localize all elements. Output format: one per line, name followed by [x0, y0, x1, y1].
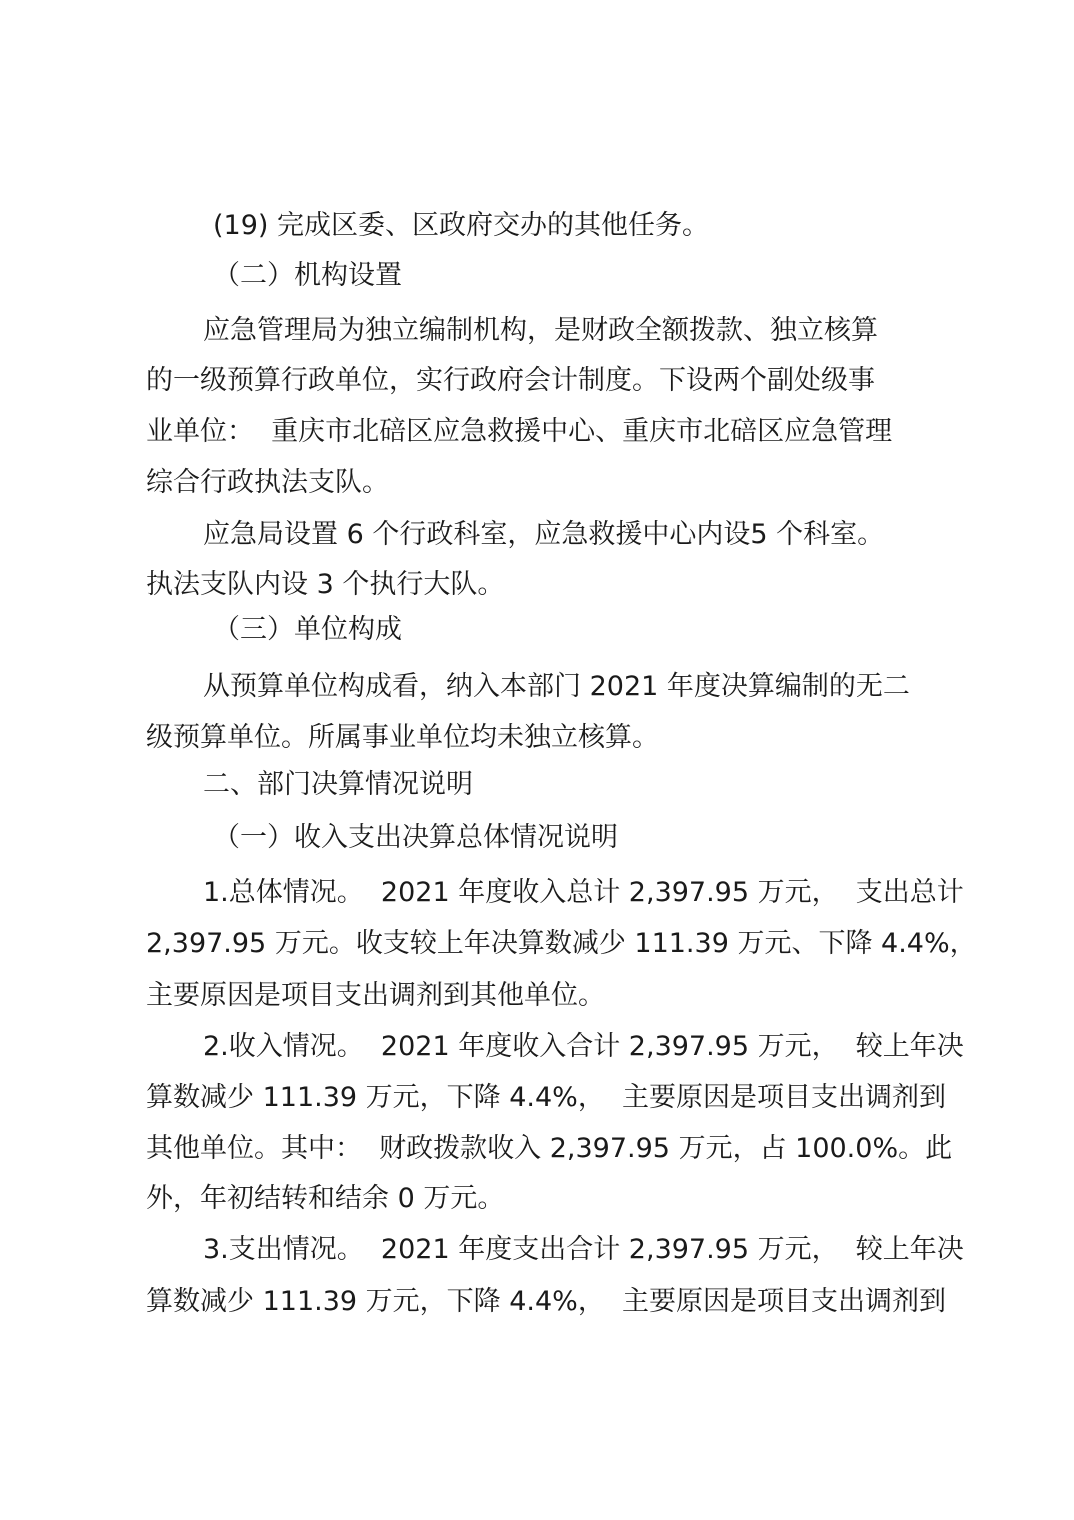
- paragraph-line: 2,397.95 万元。收支较上年决算数减少 111.39 万元、下降 4.4%，: [146, 928, 977, 959]
- paragraph-line: 级预算单位。所属事业单位均未独立核算。: [146, 722, 659, 753]
- paragraph-line: 3.支出情况。 2021 年度支出合计 2,397.95 万元， 较上年决: [203, 1234, 964, 1265]
- paragraph-line: 应急管理局为独立编制机构，是财政全额拨款、独立核算: [203, 315, 878, 346]
- section-heading-org-setup: （二）机构设置: [213, 260, 402, 291]
- section-heading-final-accounts: 二、部门决算情况说明: [203, 769, 473, 800]
- paragraph-line: 综合行政执法支队。: [146, 467, 389, 498]
- paragraph-line: 应急局设置 6 个行政科室，应急救援中心内设5 个科室。: [203, 519, 885, 550]
- section-heading-unit-composition: （三）单位构成: [213, 614, 402, 645]
- paragraph-line: 从预算单位构成看，纳入本部门 2021 年度决算编制的无二: [203, 671, 910, 702]
- paragraph-line: 主要原因是项目支出调剂到其他单位。: [146, 980, 605, 1011]
- paragraph-line: 1.总体情况。 2021 年度收入总计 2,397.95 万元， 支出总计: [203, 877, 964, 908]
- paragraph-line: 的一级预算行政单位，实行政府会计制度。下设两个副处级事: [146, 365, 875, 396]
- paragraph-line: 2.收入情况。 2021 年度收入合计 2,397.95 万元， 较上年决: [203, 1031, 964, 1062]
- paragraph-line: 算数减少 111.39 万元，下降 4.4%， 主要原因是项目支出调剂到: [146, 1082, 946, 1113]
- paragraph-line: 执法支队内设 3 个执行大队。: [146, 569, 505, 600]
- section-heading-income-expenditure: （一）收入支出决算总体情况说明: [213, 822, 618, 853]
- paragraph-line: 业单位： 重庆市北碚区应急救援中心、重庆市北碚区应急管理: [146, 416, 893, 447]
- paragraph-line: 算数减少 111.39 万元，下降 4.4%， 主要原因是项目支出调剂到: [146, 1286, 946, 1317]
- list-item-19: (19) 完成区委、区政府交办的其他任务。: [213, 210, 710, 241]
- paragraph-line: 其他单位。其中： 财政拨款收入 2,397.95 万元，占 100.0%。此: [146, 1133, 953, 1164]
- paragraph-line: 外，年初结转和结余 0 万元。: [146, 1183, 505, 1214]
